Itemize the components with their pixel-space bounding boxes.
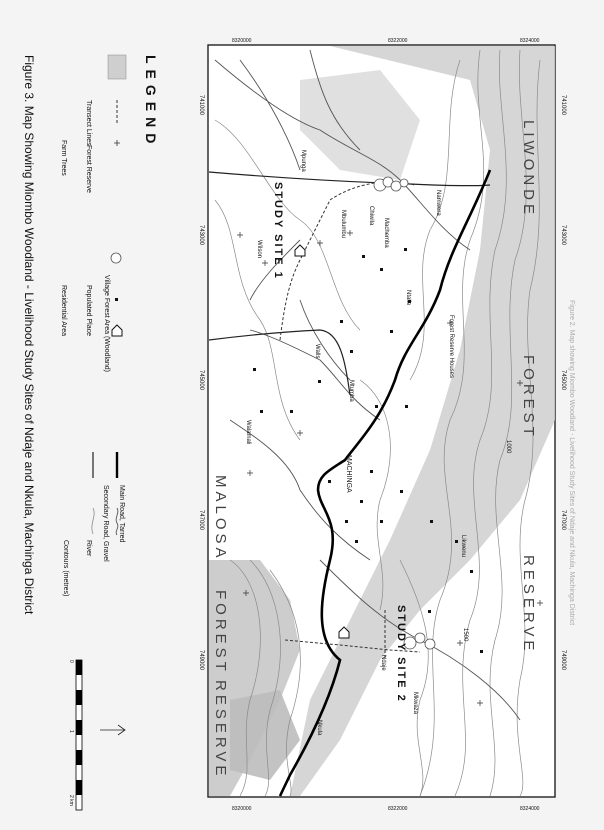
grid-bottom-3: 8324000 bbox=[520, 806, 540, 812]
grid-side-2: 743000 bbox=[560, 225, 566, 246]
grid-side-left-5: 749000 bbox=[198, 650, 204, 671]
label-wilson: Wilson bbox=[256, 240, 262, 259]
grid-side-3: 745000 bbox=[560, 370, 566, 391]
label-machemba: Machemba bbox=[383, 218, 389, 248]
label-study-site-1: STUDY SITE 1 bbox=[272, 182, 284, 280]
label-mbulumbu: Mbulumbu bbox=[340, 210, 346, 239]
grid-side-left-2: 743000 bbox=[198, 225, 204, 246]
legend-populated-place: Populated Place bbox=[85, 285, 92, 336]
scale-label-1: 1 bbox=[68, 730, 74, 733]
label-contour-1500: 1500 bbox=[462, 628, 468, 642]
legend-forest-reserve: Forest Reserve bbox=[85, 145, 92, 193]
grid-side-left-4: 747000 bbox=[198, 510, 204, 531]
figure-caption: Figure 3. Map Showing Miombo Woodland - Livelihood Study Sites of Ndaje and Nkula, Machinga District bbox=[22, 55, 36, 615]
label-mtumba: Mtumba bbox=[348, 380, 354, 402]
label-liwonde: LIWONDE bbox=[520, 120, 537, 219]
label-likwenu: Likwenu bbox=[460, 535, 466, 558]
label-forest-2: FOREST bbox=[212, 590, 229, 675]
legend-village-forest-symbol bbox=[111, 253, 121, 263]
legend-populated-symbol bbox=[115, 298, 118, 301]
label-ndaje: Ndaje bbox=[380, 655, 386, 671]
label-machinga: MACHINGA bbox=[345, 455, 352, 493]
label-walamali: Walamali bbox=[245, 420, 251, 445]
grid-top-3: 8324000 bbox=[520, 38, 540, 44]
label-ntalle: Ntalle bbox=[405, 290, 411, 306]
label-namwera: Namwera bbox=[435, 190, 441, 216]
legend-forest-swatch bbox=[108, 55, 126, 79]
ghost-caption-bleed: Figure 2. Map showing Miombo Woodland - Livelihood Study Sites of Ndaje and Nkula, Machinga District bbox=[568, 300, 575, 626]
label-contour-1000: 1000 bbox=[505, 440, 511, 454]
legend-title: LEGEND bbox=[143, 55, 159, 150]
grid-side-1: 741000 bbox=[560, 95, 566, 116]
legend-farm-trees: Farm Trees bbox=[60, 140, 67, 176]
grid-side-4: 747000 bbox=[560, 510, 566, 531]
legend-village-forest: Village Forest Area (Woodland) bbox=[103, 275, 110, 373]
legend-river: River bbox=[85, 540, 92, 557]
label-malosa: MALOSA bbox=[212, 475, 229, 562]
label-reserve-1: RESERVE bbox=[520, 555, 537, 655]
label-mkwaza: Mkwaza bbox=[412, 692, 418, 715]
label-study-site-2: STUDY SITE 2 bbox=[395, 605, 407, 703]
grid-side-left-3: 745000 bbox=[198, 370, 204, 391]
grid-top-1: 8320000 bbox=[232, 38, 252, 44]
grid-top-2: 8322000 bbox=[388, 38, 408, 44]
grid-bottom-2: 8322000 bbox=[388, 806, 408, 812]
grid-bottom-1: 8320000 bbox=[232, 806, 252, 812]
label-nkula: Nkula bbox=[316, 720, 322, 736]
legend-main-road: Main Road, Tarred bbox=[118, 485, 125, 543]
label-forest-reserve-houses: Forest Reserve Houses bbox=[448, 315, 454, 379]
legend-secondary-road: Secondary Road, Gravel bbox=[102, 485, 109, 562]
label-mpunga: Mpunga bbox=[300, 150, 306, 172]
legend-contours: Contours (metres) bbox=[62, 540, 69, 597]
label-reserve-2: RESERVE bbox=[212, 680, 229, 780]
label-chiwila: Chiwila bbox=[368, 206, 374, 226]
scale-label-2: 2 km bbox=[68, 795, 74, 806]
grid-side-5: 749000 bbox=[560, 650, 566, 671]
scale-label-0: 0 bbox=[68, 660, 74, 663]
legend-transect-lines: Transect Lines bbox=[85, 100, 92, 146]
label-forest-1: FOREST bbox=[520, 355, 537, 440]
grid-side-left-1: 741000 bbox=[198, 95, 204, 116]
label-walls: Walls bbox=[314, 344, 320, 359]
legend-residential-area: Residential Area bbox=[60, 285, 67, 336]
